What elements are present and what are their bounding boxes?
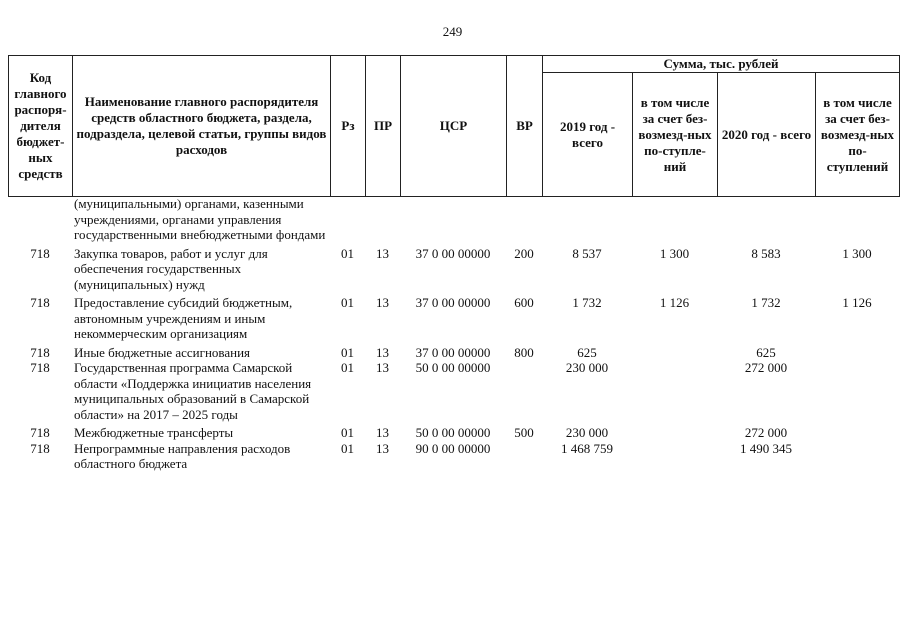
row-2020-free — [815, 360, 899, 425]
row-2019-free — [632, 441, 717, 472]
row-csr: 37 0 00 00000 — [415, 245, 491, 261]
row-2020-free — [815, 441, 899, 472]
row-csr — [400, 196, 506, 246]
header-name: Наименование главного распорядителя средств областного бюджета, раздела, подраздела, целевой статьи, группы видов расходов — [73, 56, 331, 197]
row-2020-total: 8 583 — [751, 245, 781, 261]
row-2019-total: 625 — [577, 344, 597, 360]
row-vr — [506, 360, 542, 425]
row-2019-free — [632, 425, 717, 441]
table-body — [8, 196, 899, 472]
table-row — [8, 360, 899, 425]
row-name: Закупка товаров, работ и услуг для обеспечения государственных (муниципальных) нужд — [74, 245, 268, 292]
row-2020-free — [815, 196, 899, 246]
row-2019-total: 1 468 759 — [561, 440, 613, 456]
row-csr: 50 0 00 00000 — [415, 360, 491, 375]
row-csr: 37 0 00 00000 — [415, 295, 491, 310]
row-rz: 01 — [341, 425, 354, 440]
row-2019-total: 230 000 — [565, 360, 609, 375]
header-rz: Рз — [331, 56, 366, 197]
row-name: Государственная программа Самарской области «Поддержка инициатив населения муниципальных образований в Самарской области» на 2017 – 2025 годы — [74, 360, 312, 422]
header-vr: ВР — [507, 56, 543, 197]
row-code: 718 — [30, 440, 50, 456]
table-row — [8, 345, 899, 361]
row-2019-free: 1 300 — [659, 245, 690, 261]
row-code: 718 — [30, 344, 50, 360]
row-2019-free: 1 126 — [659, 295, 690, 310]
row-2020-free — [815, 345, 899, 361]
row-code: 718 — [30, 245, 50, 261]
header-csr: ЦСР — [401, 56, 507, 197]
row-csr: 50 0 00 00000 — [415, 425, 491, 440]
row-2020-free: 1 126 — [842, 295, 872, 310]
header-2020-free: в том числе за счет без-возмезд-ных по-ступлений — [816, 73, 900, 197]
row-2020-free — [815, 425, 899, 441]
row-2020-total: 272 000 — [744, 425, 788, 440]
row-vr — [506, 196, 542, 246]
row-2019-free — [632, 345, 717, 361]
table-row — [8, 295, 899, 345]
row-rz: 01 — [341, 344, 354, 360]
row-code: 718 — [30, 360, 50, 375]
row-2019-free — [632, 360, 717, 425]
row-name: (муниципальными) органами, казенными учреждениями, органами управления государственными внебюджетными фондами — [74, 196, 326, 242]
header-pr: ПР — [366, 56, 401, 197]
row-2020-total: 1 732 — [751, 295, 781, 310]
row-2019-total: 1 732 — [572, 295, 602, 310]
row-code: 718 — [30, 425, 50, 440]
row-vr: 500 — [514, 425, 534, 440]
row-code — [8, 196, 72, 246]
table-header — [8, 55, 900, 197]
row-2019-free — [632, 196, 717, 246]
row-pr: 13 — [376, 344, 389, 360]
row-vr: 200 — [514, 245, 534, 261]
header-sum-group: Сумма, тыс. рублей — [543, 56, 900, 73]
table-row — [8, 246, 899, 296]
row-vr: 600 — [514, 295, 534, 310]
row-code: 718 — [30, 295, 50, 310]
row-name: Иные бюджетные ассигнования — [74, 344, 251, 360]
row-rz — [330, 196, 365, 246]
row-vr — [506, 441, 542, 472]
row-2019-total: 8 537 — [572, 245, 602, 261]
row-name: Непрограммные направления расходов областного бюджета — [74, 440, 291, 471]
row-2020-total — [717, 196, 815, 246]
row-2019-total — [542, 196, 632, 246]
row-csr: 90 0 00 00000 — [415, 440, 491, 456]
row-pr: 13 — [376, 295, 389, 310]
row-pr: 13 — [376, 245, 389, 261]
row-rz: 01 — [341, 440, 354, 456]
row-pr — [365, 196, 400, 246]
row-rz: 01 — [341, 245, 354, 261]
row-name: Предоставление субсидий бюджетным, автономным учреждениям и иным некоммерческим организациям — [74, 295, 293, 341]
header-code: Код главного распоря-дителя бюджет-ных средств — [9, 56, 73, 197]
row-2020-total: 272 000 — [744, 360, 788, 375]
table-row — [8, 441, 899, 472]
row-2020-total: 625 — [756, 344, 776, 360]
row-rz: 01 — [341, 295, 354, 310]
row-vr: 800 — [514, 344, 534, 360]
table-row — [8, 196, 899, 246]
row-rz: 01 — [341, 360, 354, 375]
row-pr: 13 — [376, 360, 389, 375]
row-name: Межбюджетные трансферты — [74, 425, 234, 440]
row-2020-total: 1 490 345 — [740, 440, 792, 456]
row-csr: 37 0 00 00000 — [415, 344, 491, 360]
table-row — [8, 425, 899, 441]
row-pr: 13 — [376, 440, 389, 456]
row-2019-total: 230 000 — [565, 425, 609, 440]
header-2019-total: 2019 год - всего — [543, 73, 633, 197]
row-2020-free: 1 300 — [842, 245, 872, 261]
page-number: 249 — [442, 24, 463, 39]
header-2020-total: 2020 год - всего — [718, 73, 816, 197]
header-2019-free: в том числе за счет без-возмезд-ных по-ступле-ний — [633, 73, 718, 197]
row-pr: 13 — [376, 425, 389, 440]
